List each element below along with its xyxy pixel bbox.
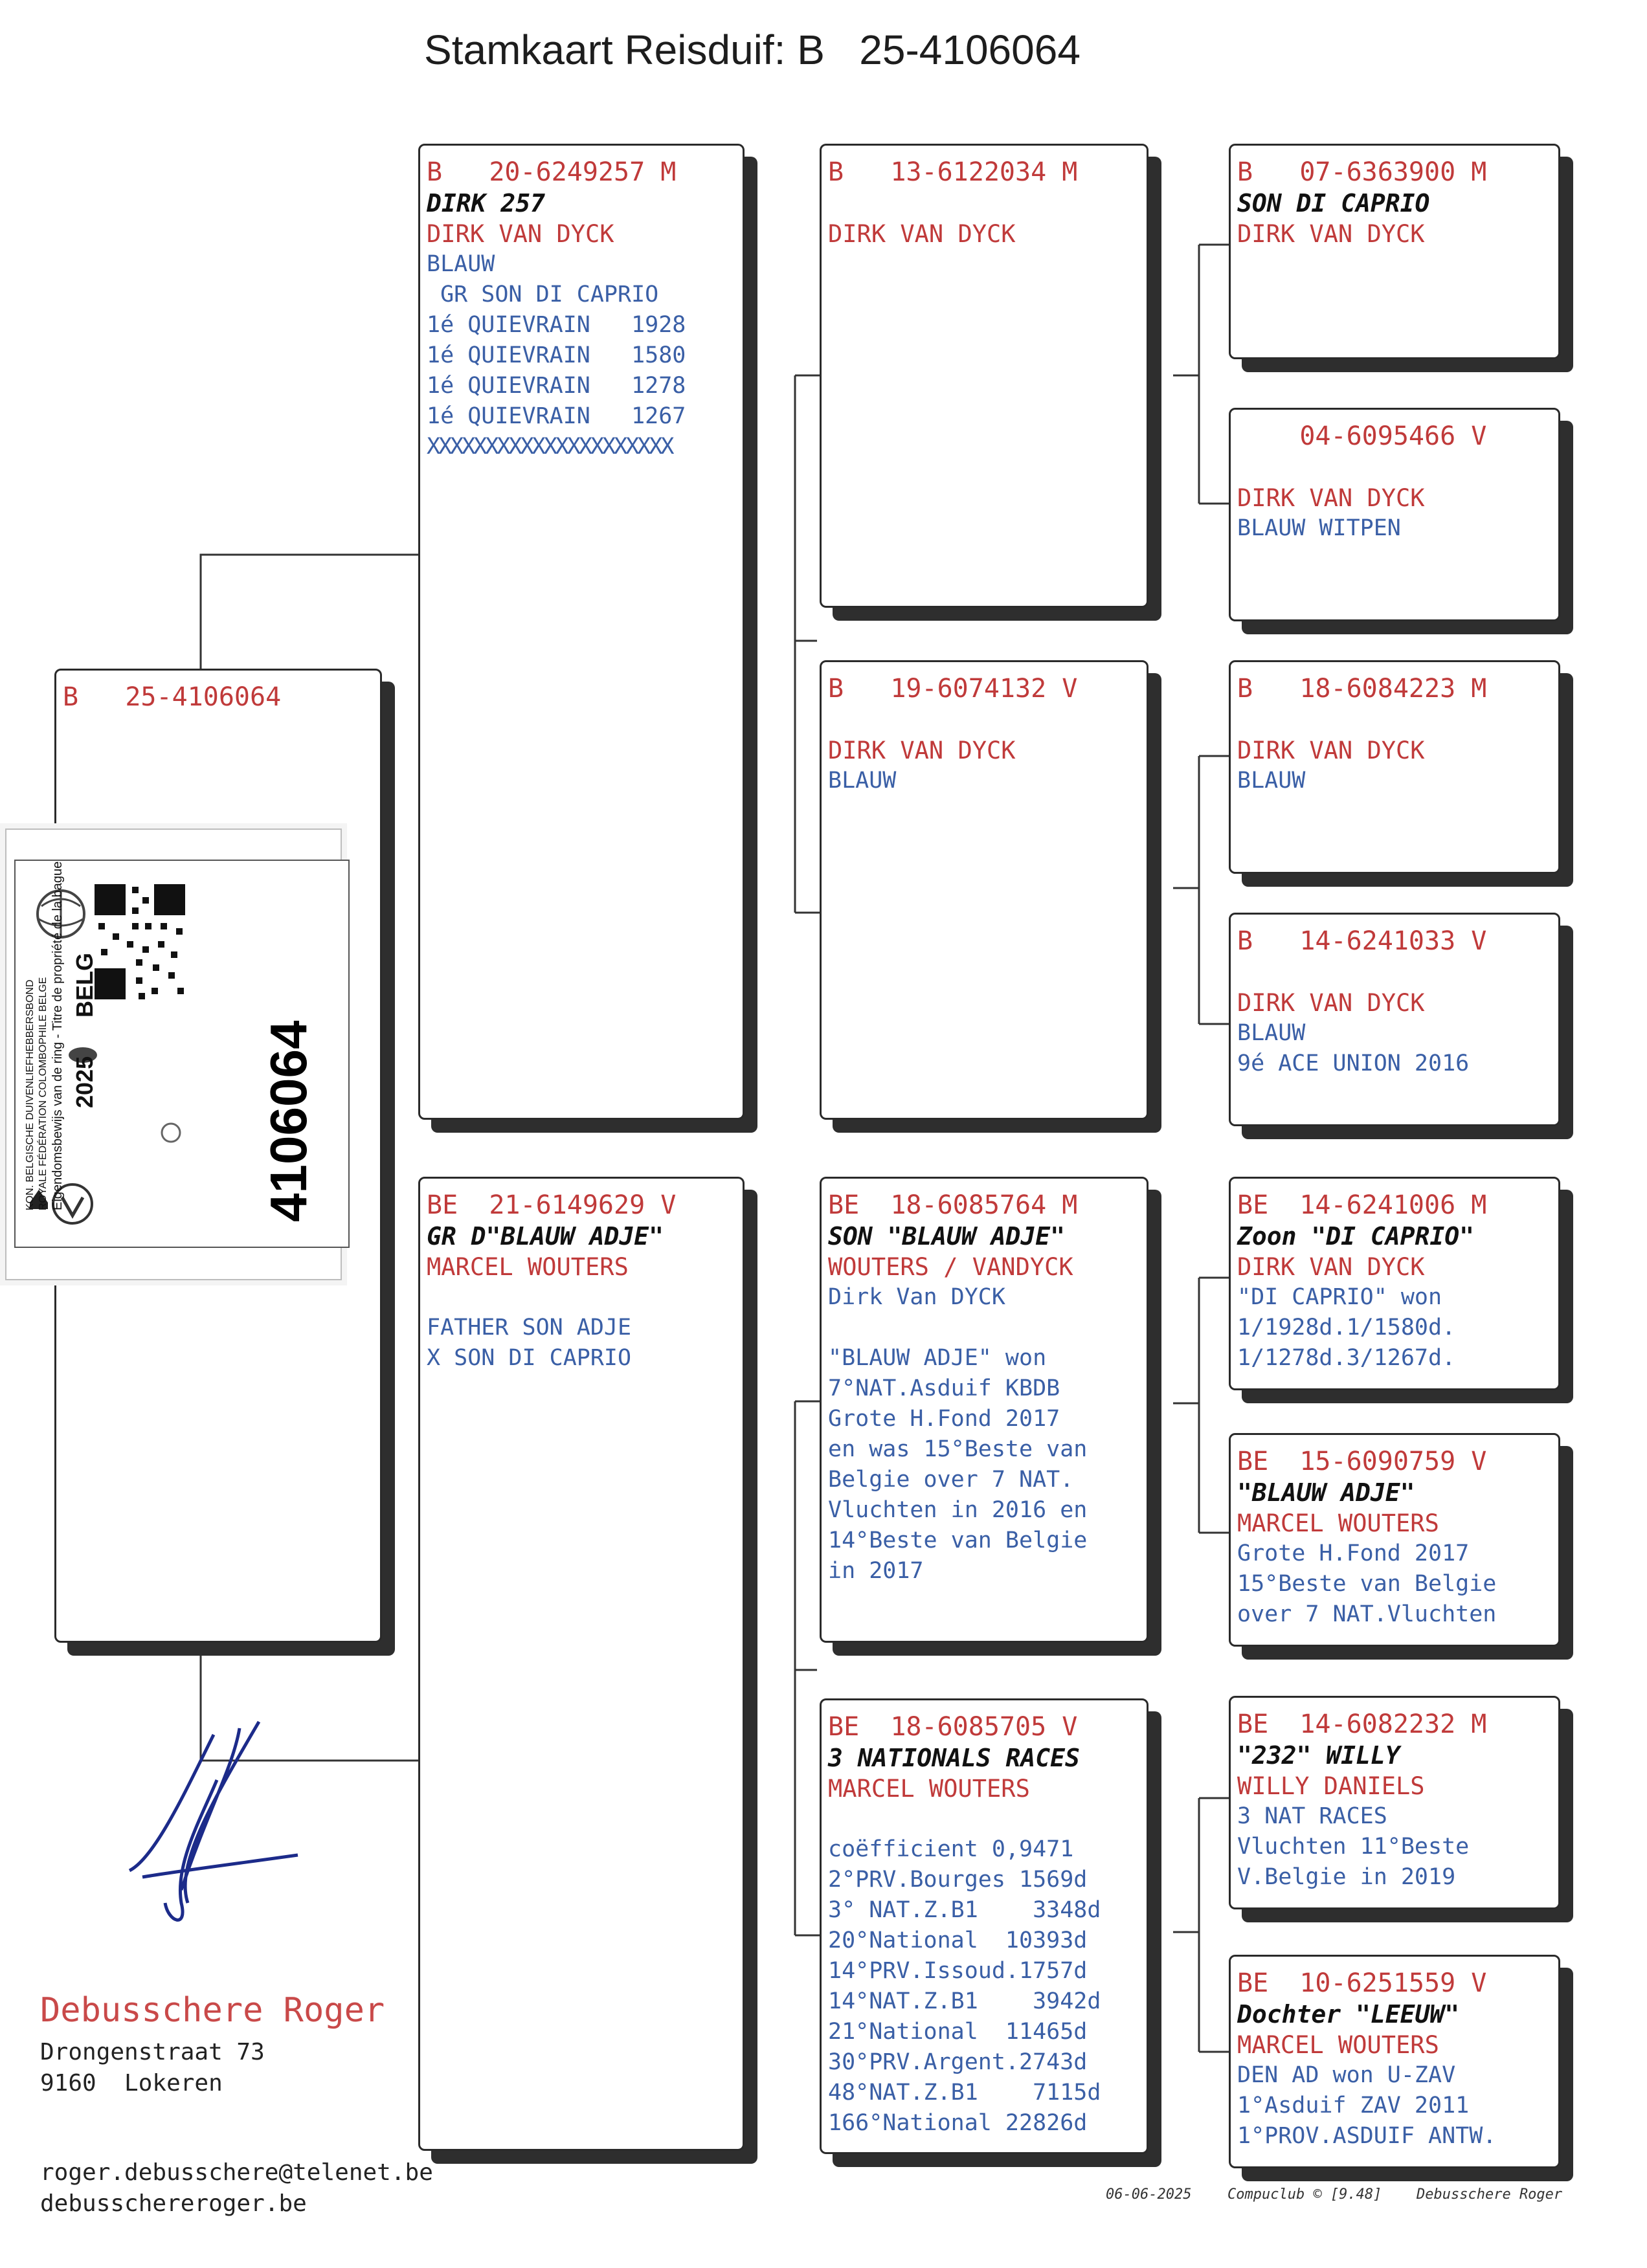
father-line: DIRK VAN DYCK [427,220,614,248]
mfm-line: "BLAUW ADJE" [1237,1478,1415,1507]
mfm-line: over 7 NAT.Vluchten [1237,1601,1497,1627]
mm-line: 3 NATIONALS RACES [828,1744,1080,1772]
ffm-line: BLAUW WITPEN [1237,515,1401,541]
sticker-ring-number: 4106064 [260,1020,317,1222]
mmm-line: DEN AD won U-ZAV [1237,2062,1456,2088]
fmm-card [1229,913,1560,1126]
mfm-line: MARCEL WOUTERS [1237,1509,1439,1537]
mmf-ring: BE 14-6082232 M [1237,1709,1487,1739]
mmf-line: 3 NAT RACES [1237,1803,1387,1829]
mmm-line: 1°Asduif ZAV 2011 [1237,2093,1470,2118]
mf-notes [828,1221,1139,1586]
owner-website[interactable]: debusschereroger.be [40,2190,307,2217]
mf-line: Vluchten in 2016 en [828,1497,1088,1523]
mmf-line: "232" WILLY [1237,1741,1400,1770]
mmm-line: MARCEL WOUTERS [1237,2031,1439,2059]
mother-line: GR D"BLAUW ADJE" [427,1222,664,1251]
father-ring: B 20-6249257 M [427,157,677,187]
mother-ring: BE 21-6149629 V [427,1190,677,1220]
mfm-notes [1237,1478,1551,1630]
mf-line: WOUTERS / VANDYCK [828,1253,1073,1281]
footer-software: Compuclub © [9.48] [1227,2186,1382,2203]
ff-line: DIRK VAN DYCK [828,220,1016,248]
mmm-line: Dochter "LEEUW" [1237,2000,1460,2029]
mother-line: MARCEL WOUTERS [427,1253,629,1281]
ffm-ring: 04-6095466 V [1237,421,1487,451]
father-card [418,144,745,1120]
mff-card [1229,1177,1560,1390]
father-line: 1é QUIEVRAIN 1267 [427,403,686,429]
mother-line: FATHER SON ADJE [427,1315,632,1340]
ffm-card [1229,408,1560,621]
sticker-ownership: Eigendomsbewijs van de ring - Titre de propriété de la bague [50,861,65,1210]
mf-card [820,1177,1148,1643]
mff-notes [1237,1221,1551,1373]
mfm-line: Grote H.Fond 2017 [1237,1540,1470,1566]
mmf-line: V.Belgie in 2019 [1237,1864,1456,1890]
fmf-notes [1237,705,1551,796]
signature [104,1709,440,1929]
mm-line: 21°National 11465d [828,2019,1088,2045]
fff-line: DIRK VAN DYCK [1237,220,1425,248]
footer-author: Debusschere Roger [1417,2186,1563,2203]
page-title: Stamkaart Reisduif: B 25-4106064 [424,27,1081,73]
mf-line: en was 15°Beste van [828,1436,1088,1462]
mm-line: 14°NAT.Z.B1 3942d [828,1988,1101,2014]
ffm-line: DIRK VAN DYCK [1237,484,1425,512]
footer-date: 06-06-2025 [1106,2186,1192,2203]
fm-line: BLAUW [828,768,897,794]
mmm-notes [1237,1999,1551,2151]
fmf-card [1229,660,1560,874]
fmf-ring: B 18-6084223 M [1237,674,1487,704]
mm-line [828,1804,1139,1834]
fmm-notes [1237,957,1551,1079]
fmm-line [1237,957,1551,988]
fm-ring: B 19-6074132 V [828,674,1078,704]
father-line: BLAUW [427,251,495,277]
mmf-notes [1237,1740,1551,1893]
mm-line: 166°National 22826d [828,2110,1088,2136]
fm-notes [828,705,1139,796]
mf-line: Belgie over 7 NAT. [828,1467,1074,1493]
mf-line [828,1313,1139,1343]
sticker-year: 2025 [71,1056,98,1108]
mf-line: Grote H.Fond 2017 [828,1406,1060,1432]
mother-card [418,1177,745,2151]
punch-hole-icon [162,1124,180,1142]
father-line: GR SON DI CAPRIO [427,282,659,307]
owner-street: Drongenstraat 73 [40,2039,265,2065]
mm-line: 20°National 10393d [828,1928,1088,1953]
ff-notes [828,188,1139,249]
fm-line: DIRK VAN DYCK [828,737,1016,764]
mmm-line: 1°PROV.ASDUIF ANTW. [1237,2123,1497,2149]
mf-line: 7°NAT.Asduif KBDB [828,1375,1060,1401]
ff-ring: B 13-6122034 M [828,157,1078,187]
fmm-line: DIRK VAN DYCK [1237,989,1425,1017]
mm-line: MARCEL WOUTERS [828,1775,1030,1803]
mf-ring: BE 18-6085764 M [828,1190,1078,1220]
fm-line [828,705,1139,735]
mm-ring: BE 18-6085705 V [828,1712,1078,1742]
subject-ring: B 25-4106064 [63,682,282,712]
father-line: 1é QUIEVRAIN 1580 [427,342,686,368]
mm-line: 2°PRV.Bourges 1569d [828,1867,1088,1893]
fff-line: SON DI CAPRIO [1237,189,1430,217]
mff-line: DIRK VAN DYCK [1237,1253,1425,1281]
father-line: DIRK 257 [427,189,546,217]
mother-line [427,1282,735,1313]
owner-city: 9160 Lokeren [40,2070,223,2096]
mff-line: Zoon "DI CAPRIO" [1237,1222,1475,1251]
mmf-line: WILLY DANIELS [1237,1772,1425,1800]
ff-card [820,144,1148,608]
mff-line: 1/1278d.3/1267d. [1237,1345,1456,1371]
fm-card [820,660,1148,1120]
mmm-ring: BE 10-6251559 V [1237,1968,1487,1998]
ff-line [828,188,1139,219]
mother-line: X SON DI CAPRIO [427,1345,632,1371]
sticker-org-fr: ROYALE FÉDÉRATION COLOMBOPHILE BELGE [38,977,49,1210]
mff-line: "DI CAPRIO" won [1237,1284,1442,1310]
mm-line: 3° NAT.Z.B1 3348d [828,1897,1101,1923]
mfm-ring: BE 15-6090759 V [1237,1447,1487,1476]
mff-line: 1/1928d.1/1580d. [1237,1315,1456,1340]
mm-notes [828,1743,1139,2139]
mfm-card [1229,1433,1560,1647]
mother-notes [427,1221,735,1373]
fmm-ring: B 14-6241033 V [1237,926,1487,956]
mm-line: 14°PRV.Issoud.1757d [828,1958,1088,1984]
fff-card [1229,144,1560,359]
mmf-card [1229,1696,1560,1909]
owner-name: Debusschere Roger [40,1991,385,2030]
father-line: 1é QUIEVRAIN 1928 [427,312,686,338]
mm-line: 48°NAT.Z.B1 7115d [828,2080,1101,2106]
mfm-line: 15°Beste van Belgie [1237,1571,1497,1597]
fmm-line: 9é ACE UNION 2016 [1237,1051,1470,1076]
fff-notes [1237,188,1551,249]
mf-line: 14°Beste van Belgie [828,1528,1088,1553]
mf-line: "BLAUW ADJE" won [828,1345,1047,1371]
mm-card [820,1698,1148,2154]
fmf-line: DIRK VAN DYCK [1237,737,1425,764]
mmm-card [1229,1955,1560,2168]
sticker-org-nl: KON. BELGISCHE DUIVENLIEFHEBBERSBOND [25,979,36,1210]
father-line: 1é QUIEVRAIN 1278 [427,373,686,399]
ffm-line [1237,452,1551,483]
mf-line: SON "BLAUW ADJE" [828,1222,1066,1251]
fmf-line [1237,705,1551,735]
mf-line: Dirk Van DYCK [828,1284,1005,1310]
mm-line: coëfficient 0,9471 [828,1836,1074,1862]
sticker-country: BELG [71,952,98,1017]
mmf-line: Vluchten 11°Beste [1237,1834,1470,1860]
mm-line: 30°PRV.Argent.2743d [828,2049,1088,2075]
owner-email[interactable]: roger.debusschere@telenet.be [40,2159,433,2186]
mff-ring: BE 14-6241006 M [1237,1190,1487,1220]
fff-ring: B 07-6363900 M [1237,157,1487,187]
fmm-line: BLAUW [1237,1020,1306,1046]
mf-line: in 2017 [828,1558,924,1584]
fmf-line: BLAUW [1237,768,1306,794]
father-line: XXXXXXXXXXXXXXXXXXXXX [427,434,673,460]
ffm-notes [1237,452,1551,544]
father-notes [427,188,735,462]
